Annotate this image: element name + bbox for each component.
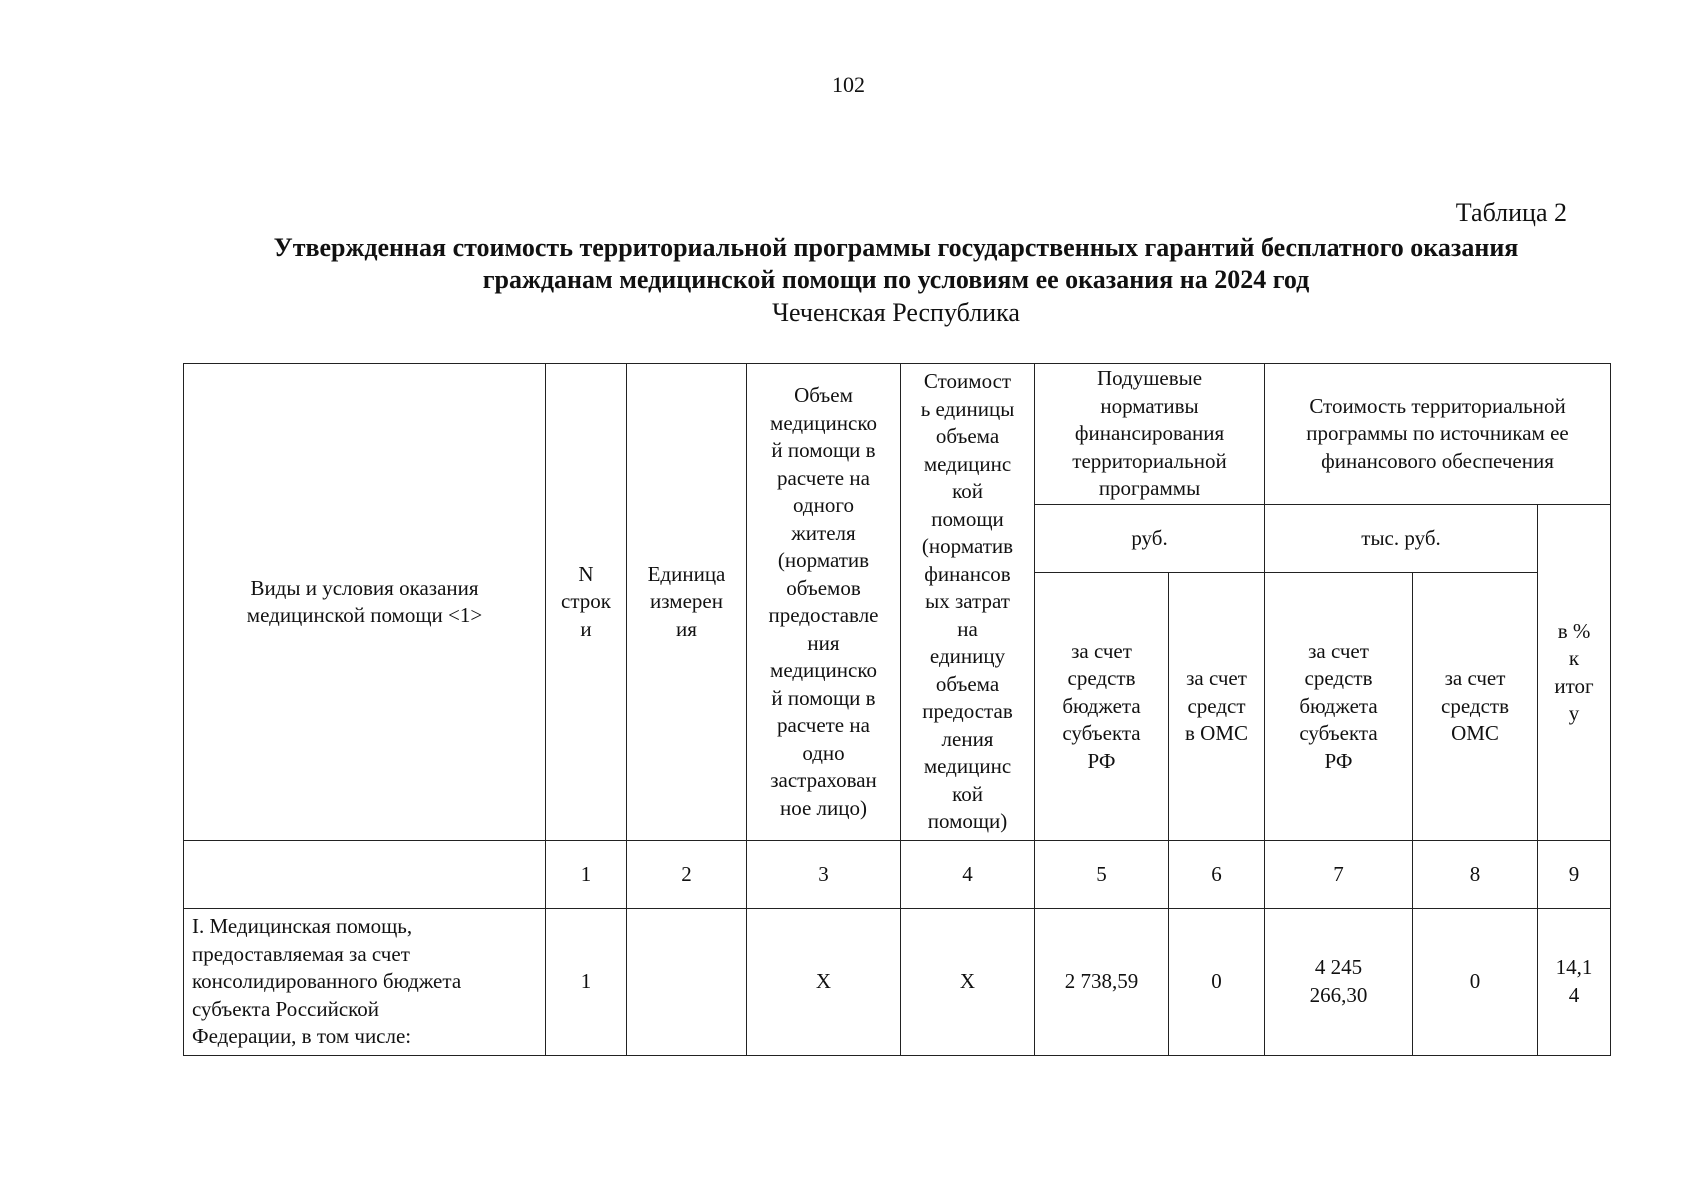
header-row-1	[184, 364, 1611, 505]
header-program-cost-group: Стоимость территориальной программы по источникам ее финансового обеспечения	[1265, 364, 1611, 505]
header-row-number: N строк и	[546, 364, 627, 841]
row-per-capita-budget: 2 738,59	[1035, 909, 1169, 1056]
column-number: 3	[747, 841, 901, 909]
page-number: 102	[832, 72, 865, 97]
row-cost-budget: 4 245 266,30	[1265, 909, 1413, 1056]
document-title	[0, 232, 1697, 296]
column-number: 1	[546, 841, 627, 909]
column-number: 9	[1538, 841, 1611, 909]
column-number: 4	[901, 841, 1035, 909]
header-rub: руб.	[1035, 505, 1265, 573]
header-budget-thous: за счет средств бюджета субъекта РФ	[1265, 573, 1413, 841]
header-oms-thous: за счет средств ОМС	[1413, 573, 1538, 841]
header-per-capita-group: Подушевые нормативы финансирования территориальной программы	[1035, 364, 1265, 505]
header-unit-cost: Стоимост ь единицы объема медицинс кой помощи (норматив финансов ых затрат на единицу объема предостав ления медицинс кой помощи)	[901, 364, 1035, 841]
column-number-row	[184, 841, 1611, 909]
column-number: 8	[1413, 841, 1538, 909]
region-name: Чеченская Республика	[772, 298, 1020, 327]
table-row	[184, 909, 1611, 1056]
row-name: I. Медицинская помощь, предоставляемая за счет консолидированного бюджета субъекта Российской Федерации, в том числе:	[184, 909, 546, 1056]
header-volume: Объем медицинско й помощи в расчете на одного жителя (норматив объемов предоставле ния медицинско й помощи в расчете на одно застрахован ное лицо)	[747, 364, 901, 841]
table-label: Таблица 2	[1455, 198, 1567, 227]
row-percent: 14,1 4	[1538, 909, 1611, 1056]
header-oms-rub: за счет средст в ОМС	[1169, 573, 1265, 841]
header-thous-rub: тыс. руб.	[1265, 505, 1538, 573]
header-budget-rub: за счет средств бюджета субъекта РФ	[1035, 573, 1169, 841]
header-unit: Единица измерен ия	[627, 364, 747, 841]
header-percent: в % к итог у	[1538, 505, 1611, 841]
row-unit-cost: X	[901, 909, 1035, 1056]
row-unit	[627, 909, 747, 1056]
header-types: Виды и условия оказания медицинской помощи <1>	[184, 364, 546, 841]
column-number: 2	[627, 841, 747, 909]
row-cost-oms: 0	[1413, 909, 1538, 1056]
column-number: 5	[1035, 841, 1169, 909]
column-number	[184, 841, 546, 909]
column-number: 6	[1169, 841, 1265, 909]
title-line-2: гражданам медицинской помощи по условиям ее оказания на 2024 год	[482, 265, 1310, 294]
cost-table	[183, 363, 1611, 1056]
row-number: 1	[546, 909, 627, 1056]
column-number: 7	[1265, 841, 1413, 909]
title-line-1: Утвержденная стоимость территориальной программы государственных гарантий бесплатного оказания	[273, 233, 1519, 262]
row-per-capita-oms: 0	[1169, 909, 1265, 1056]
row-volume: X	[747, 909, 901, 1056]
